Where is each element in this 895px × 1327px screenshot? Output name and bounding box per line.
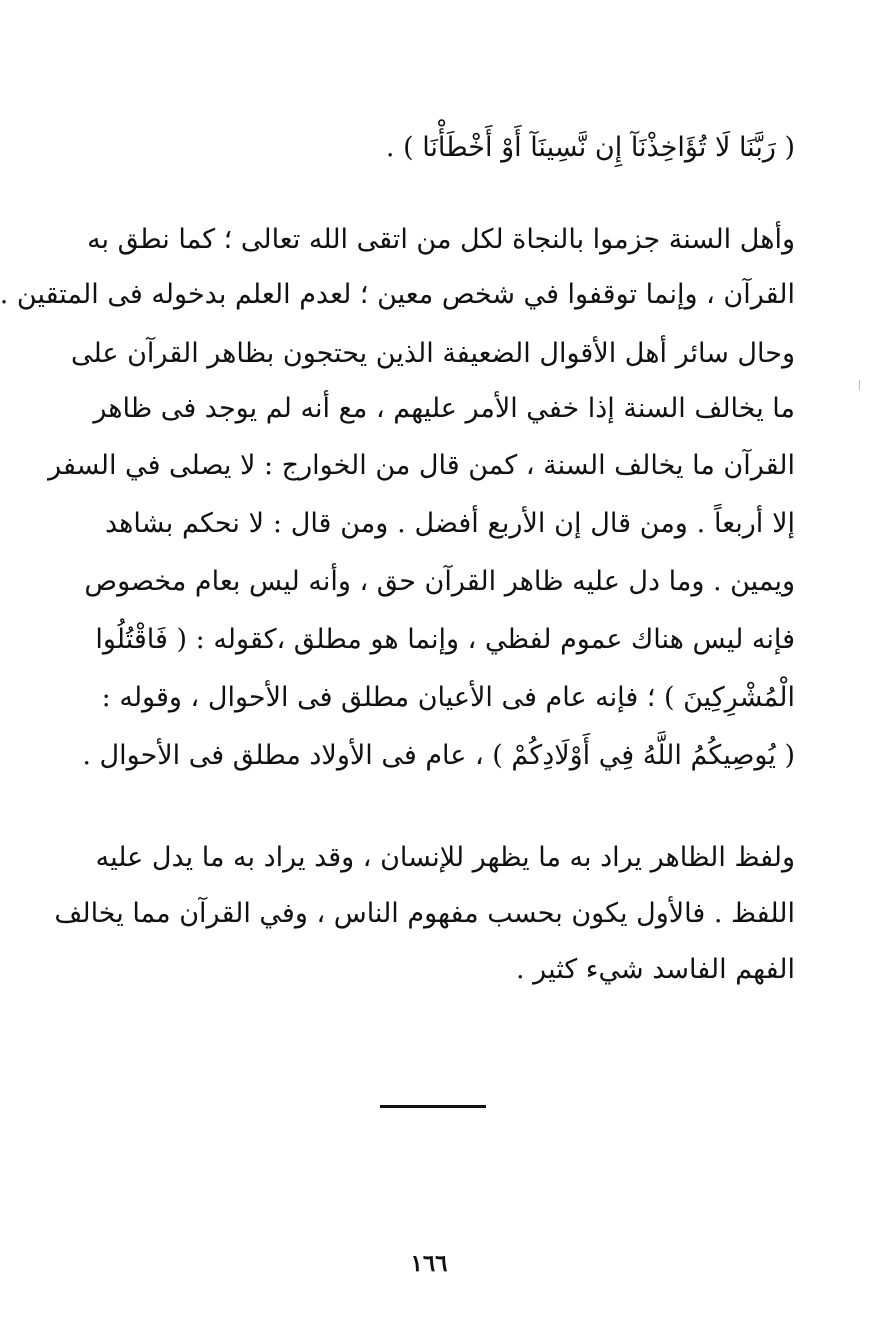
- text-line: فإنه ليس هناك عموم لفظي ، وإنما هو مطلق ،كقوله : ( فَاقْتُلُوا: [95, 624, 795, 655]
- text-line: اللفظ . فالأول يكون بحسب مفهوم الناس ، وفي القرآن مما يخالف: [54, 898, 795, 929]
- text-line: ويمين . وما دل عليه ظاهر القرآن حق ، وأنه ليس بعام مخصوص: [84, 566, 795, 597]
- text-line: الْمُشْرِكِينَ ) ؛ فإنه عام فى الأعيان مطلق فى الأحوال ، وقوله :: [101, 682, 795, 713]
- text-line: ولفظ الظاهر يراد به ما يظهر للإنسان ، وقد يراد به ما يدل عليه: [95, 842, 795, 873]
- section-divider: [380, 1105, 486, 1108]
- text-line: القرآن ، وإنما توقفوا في شخص معين ؛ لعدم العلم بدخوله فى المتقين .: [0, 279, 795, 310]
- text-line: القرآن ما يخالف السنة ، كمن قال من الخوارج : لا يصلى في السفر: [48, 450, 795, 481]
- text-line: إلا أربعاً . ومن قال إن الأربع أفضل . ومن قال : لا نحكم بشاهد: [105, 508, 795, 539]
- page-number: ١٦٦: [410, 1250, 448, 1277]
- text-line: الفهم الفاسد شيء كثير .: [516, 954, 795, 985]
- text-line: ( يُوصِيكُمُ اللَّهُ فِي أَوْلَادِكُمْ ) ، عام فى الأولاد مطلق فى الأحوال .: [82, 740, 795, 771]
- text-line: وحال سائر أهل الأقوال الضعيفة الذين يحتجون بظاهر القرآن على: [70, 338, 795, 369]
- scan-edge-mark: [859, 380, 860, 390]
- text-line: ما يخالف السنة إذا خفي الأمر عليهم ، مع أنه لم يوجد فى ظاهر: [93, 393, 795, 424]
- opening-verse: ( رَبَّنَا لَا تُؤَاخِذْنَآ إِن نَّسِينَآ أَوْ أَخْطَأْنَا ) .: [385, 132, 795, 163]
- text-line: وأهل السنة جزموا بالنجاة لكل من اتقى الله تعالى ؛ كما نطق به: [87, 224, 795, 255]
